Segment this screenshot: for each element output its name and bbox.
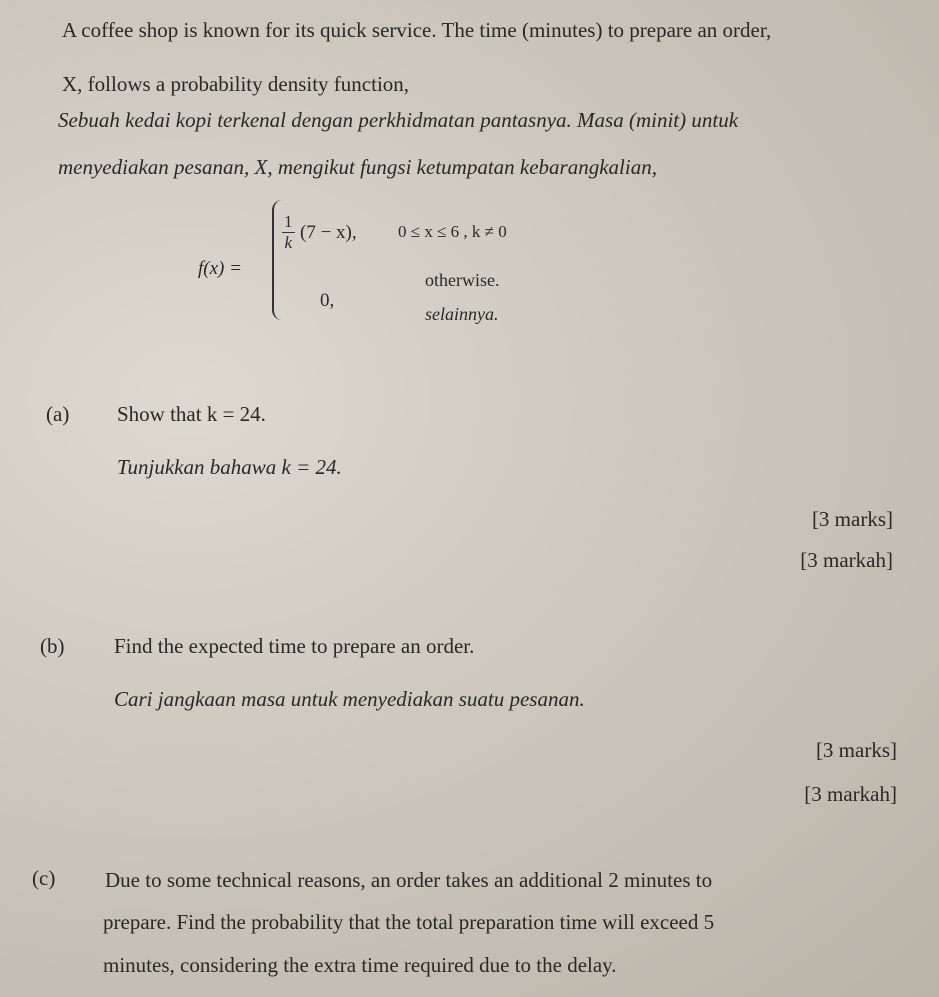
formula-selainnya: selainnya. bbox=[425, 304, 499, 324]
part-c-line-3: minutes, considering the extra time required due to the delay. bbox=[103, 953, 617, 977]
intro-en-line-2: X, follows a probability density function, bbox=[62, 72, 410, 96]
formula-lhs: f(x) = bbox=[198, 258, 242, 279]
part-b-label: (b) bbox=[40, 634, 65, 658]
part-a-markah: [3 markah] bbox=[800, 548, 893, 572]
part-b-markah: [3 markah] bbox=[804, 782, 897, 806]
formula-otherwise: otherwise. bbox=[425, 270, 500, 290]
part-a-ms: Tunjukkan bahawa k = 24. bbox=[117, 455, 342, 479]
intro-ms-line-1: Sebuah kedai kopi terkenal dengan perkhidmatan pantasnya. Masa (minit) untuk bbox=[58, 108, 739, 132]
part-c-line-2: prepare. Find the probability that the total preparation time will exceed 5 bbox=[103, 910, 715, 934]
part-a-label: (a) bbox=[46, 402, 70, 426]
part-c-label: (c) bbox=[32, 866, 56, 890]
part-a-marks: [3 marks] bbox=[811, 507, 893, 531]
fraction-numerator: 1 bbox=[284, 212, 293, 231]
formula-expression: (7 − x), bbox=[300, 222, 357, 243]
intro-en-line-1: A coffee shop is known for its quick service. The time (minutes) to prepare an order, bbox=[62, 18, 772, 42]
intro-ms-line-2: menyediakan pesanan, X, mengikut fungsi ketumpatan kebarangkalian, bbox=[58, 155, 657, 179]
formula-zero: 0, bbox=[320, 290, 335, 311]
part-a-en: Show that k = 24. bbox=[117, 402, 266, 426]
fraction-denominator: k bbox=[284, 233, 293, 252]
part-b-en: Find the expected time to prepare an order. bbox=[114, 634, 475, 658]
part-b-ms: Cari jangkaan masa untuk menyediakan suatu pesanan. bbox=[114, 687, 585, 711]
formula-fraction bbox=[282, 212, 295, 253]
part-b-marks: [3 marks] bbox=[815, 738, 897, 762]
part-c-line-1: Due to some technical reasons, an order takes an additional 2 minutes to bbox=[105, 868, 713, 892]
formula-condition: 0 ≤ x ≤ 6 , k ≠ 0 bbox=[398, 222, 507, 241]
